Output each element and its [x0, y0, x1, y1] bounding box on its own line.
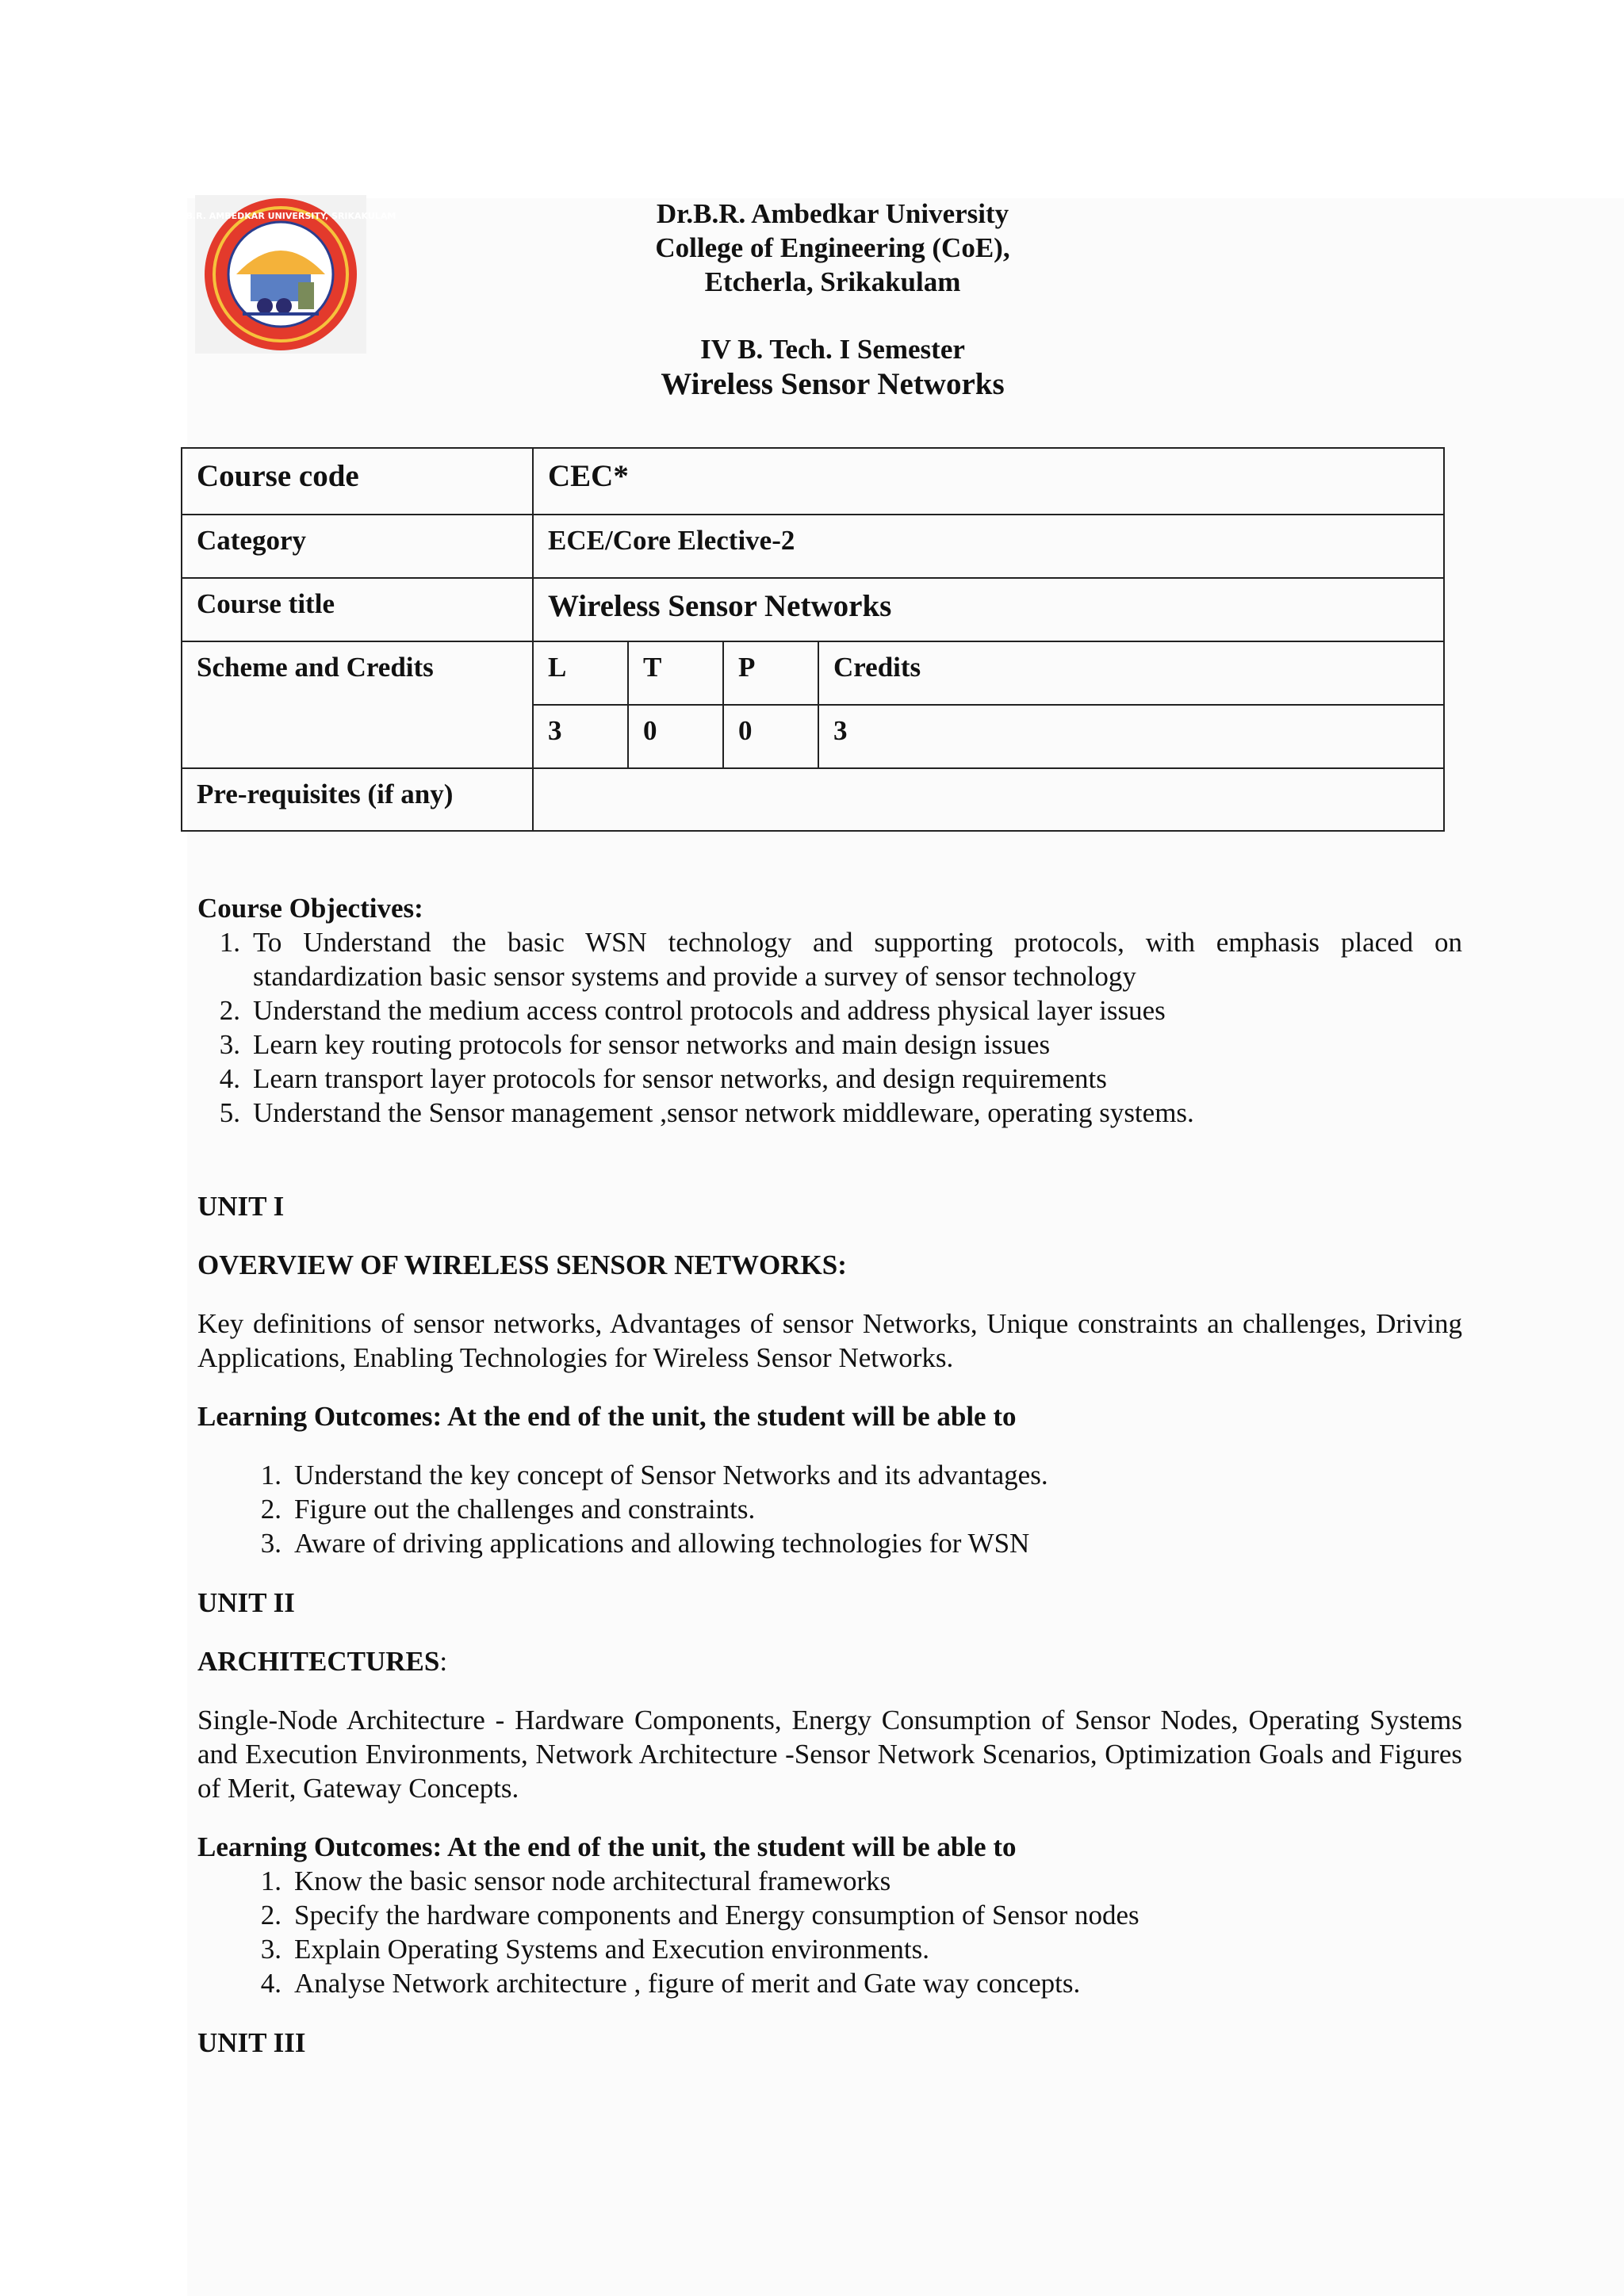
college-name: College of Engineering (CoE), — [655, 232, 1010, 263]
university-seal-icon — [165, 195, 396, 354]
college-location: Etcherla, Srikakulam — [704, 266, 961, 297]
unit2-outcomes-list — [197, 1864, 1462, 2000]
list-item: 4. Learn transport layer protocols for sensor networks, and design requirements — [219, 1063, 1107, 1094]
unit2-title-suffix: : — [439, 1646, 448, 1677]
unit2-outcomes-heading: Learning Outcomes: At the end of the unit, the student will be able to — [197, 1831, 1017, 1862]
course-code-value: CEC* — [533, 448, 1444, 515]
credits-label: Credits — [818, 641, 1444, 705]
list-item: 2. Understand the medium access control protocols and address physical layer issues — [219, 995, 1166, 1026]
unit2-body: Single-Node Architecture - Hardware Components, Energy Consumption of Sensor Nodes, Operating Systems and Execution Environments, Network Architecture -Sensor Network Scenarios, Optimization Goals and Figures of Merit, Gateway Concepts. — [197, 1705, 1462, 1804]
p-label: P — [723, 641, 818, 705]
university-name: Dr.B.R. Ambedkar University — [656, 198, 1009, 229]
unit2-title: ARCHITECTURES — [197, 1646, 440, 1677]
list-item: 2. Figure out the challenges and constraints. — [260, 1494, 756, 1525]
list-item: 3. Explain Operating Systems and Execution environments. — [260, 1934, 929, 1965]
unit1-title: OVERVIEW OF WIRELESS SENSOR NETWORKS: — [197, 1249, 847, 1280]
list-item: 3. Aware of driving applications and allowing technologies for WSN — [260, 1528, 1030, 1559]
course-code-label: Course code — [182, 448, 533, 515]
course-title-label: Course title — [182, 578, 533, 641]
syllabus-content — [197, 891, 1462, 2060]
category-label: Category — [182, 515, 533, 578]
unit1-label: UNIT I — [197, 1191, 285, 1222]
t-label: T — [628, 641, 723, 705]
l-label: L — [533, 641, 628, 705]
l-value: 3 — [533, 705, 628, 768]
prerequisites-value — [533, 768, 1444, 831]
scheme-credits-label: Scheme and Credits — [182, 641, 533, 768]
document-header — [555, 197, 1110, 403]
unit2-title-line — [197, 1644, 1462, 1678]
category-value: ECE/Core Elective-2 — [533, 515, 1444, 578]
objectives-heading: Course Objectives: — [197, 893, 423, 924]
logo-text: DR. B.R. AMBEDKAR UNIVERSITY, SRIKAKULAM — [165, 211, 396, 221]
p-value: 0 — [723, 705, 818, 768]
t-value: 0 — [628, 705, 723, 768]
prerequisites-label: Pre-requisites (if any) — [182, 768, 533, 831]
unit1-body: Key definitions of sensor networks, Advantages of sensor Networks, Unique constraints an challenges, Driving Applications, Enabling Technologies for Wireless Sensor Networks. — [197, 1308, 1462, 1373]
list-item: 2. Specify the hardware components and Energy consumption of Sensor nodes — [260, 1900, 1139, 1931]
course-heading: Wireless Sensor Networks — [661, 367, 1005, 401]
university-logo — [165, 195, 396, 354]
list-item: 5. Understand the Sensor management ,sensor network middleware, operating systems. — [219, 1097, 1194, 1128]
list-item: 4. Analyse Network architecture , figure of merit and Gate way concepts. — [260, 1968, 1081, 1999]
unit1-outcomes-heading: Learning Outcomes: At the end of the unit, the student will be able to — [197, 1401, 1017, 1432]
credits-value: 3 — [818, 705, 1444, 768]
list-item: 1. Know the basic sensor node architectural frameworks — [260, 1866, 891, 1896]
unit2-label: UNIT II — [197, 1587, 295, 1618]
semester-title: IV B. Tech. I Semester — [700, 334, 965, 365]
objectives-list — [197, 925, 1462, 1130]
unit1-outcomes-list — [197, 1458, 1462, 1560]
unit3-label: UNIT III — [197, 2027, 306, 2058]
list-item: 3. Learn key routing protocols for sensor networks and main design issues — [219, 1029, 1051, 1060]
course-info-table — [181, 447, 1445, 832]
list-item: 1. Understand the key concept of Sensor Networks and its advantages. — [260, 1460, 1048, 1490]
course-title-value: Wireless Sensor Networks — [533, 578, 1444, 641]
list-item: 1. To Understand the basic WSN technology and supporting protocols, with emphasis placed on standardization basic sensor systems and provide a survey of sensor technology — [219, 927, 1462, 992]
